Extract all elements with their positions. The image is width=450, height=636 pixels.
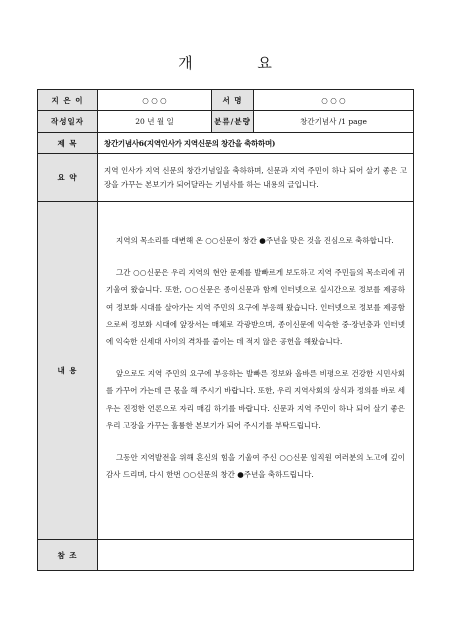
reference-value <box>98 540 414 571</box>
author-value: ○ ○ ○ <box>98 90 212 111</box>
category-value: 창간기념사 /1 page <box>254 111 414 133</box>
content-body <box>98 202 414 540</box>
content-paragraph: 앞으로도 지역 주민의 요구에 부응하는 발빠른 정보와 올바른 비평으로 건강한 시민사회를 가꾸어 가는데 큰 몫을 해 주시기 바랍니다. 또한, 우리 지역사회의 상식과 정의를 바로 세우는 진정한 언론으로 자리 매김 하기를 바랍니다. 신문과 지역 주민이 하나 되어 살기 좋은 우리 고장을 가꾸는 훌륭한 본보기가 되어 주시기를 부탁드립니다. <box>106 369 405 430</box>
signature-label: 서 명 <box>212 90 254 111</box>
category-label: 분류/분량 <box>212 111 254 133</box>
date-label: 작성일자 <box>38 111 98 133</box>
date-value: 20 년 월 일 <box>98 111 212 133</box>
content-label: 내 용 <box>38 202 98 540</box>
content-paragraph: 지역의 목소리를 대변해 온 ○○신문이 창간 ●주년을 맞은 것을 진심으로 축하합니다. <box>116 236 394 245</box>
content-paragraph: 그동안 지역발전을 위해 혼신의 힘을 기울여 주신 ○○신문 임직원 여러분의 노고에 깊이 감사 드리며, 다시 한번 ○○신문의 창간 ●주년을 축하드립니다. <box>106 453 405 480</box>
reference-label: 참 조 <box>38 540 98 571</box>
summary-value: 지역 인사가 지역 신문의 창간기념일을 축하하며, 신문과 지역 주민이 하나 되어 살기 좋은 고장을 가꾸는 본보기가 되어달라는 기념사를 하는 내용의 글입니다. <box>98 154 414 202</box>
author-label: 지 은 이 <box>38 90 98 111</box>
summary-label: 요 약 <box>38 154 98 202</box>
subject-value: 창간기념사6(지역인사가 지역신문의 창간을 축하하며) <box>98 133 414 154</box>
content-paragraph: 그간 ○○신문은 우리 지역의 현안 문제를 발빠르게 보도하고 지역 주민들의 목소리에 귀 기울여 왔습니다. 또한, ○○신문은 종이신문과 함께 인터넷으로 실시간으로 정보를 제공하여 정보화 시대를 살아가는 지역 주민의 요구에 부응해 왔습니다. 인터넷으로 정보를 제공함으로써 정보화 시대에 앞장서는 매체로 각광받으며, 종이신문에 익숙한 중·장년층과 인터넷에 익숙한 신세대 사이의 격차를 줄이는 데 적지 않은 공헌을 해왔습니다. <box>106 268 405 347</box>
signature-value: ○ ○ ○ <box>254 90 414 111</box>
page-title: 개 요 <box>178 54 302 72</box>
subject-label: 제 목 <box>38 133 98 154</box>
overview-form <box>37 89 414 571</box>
